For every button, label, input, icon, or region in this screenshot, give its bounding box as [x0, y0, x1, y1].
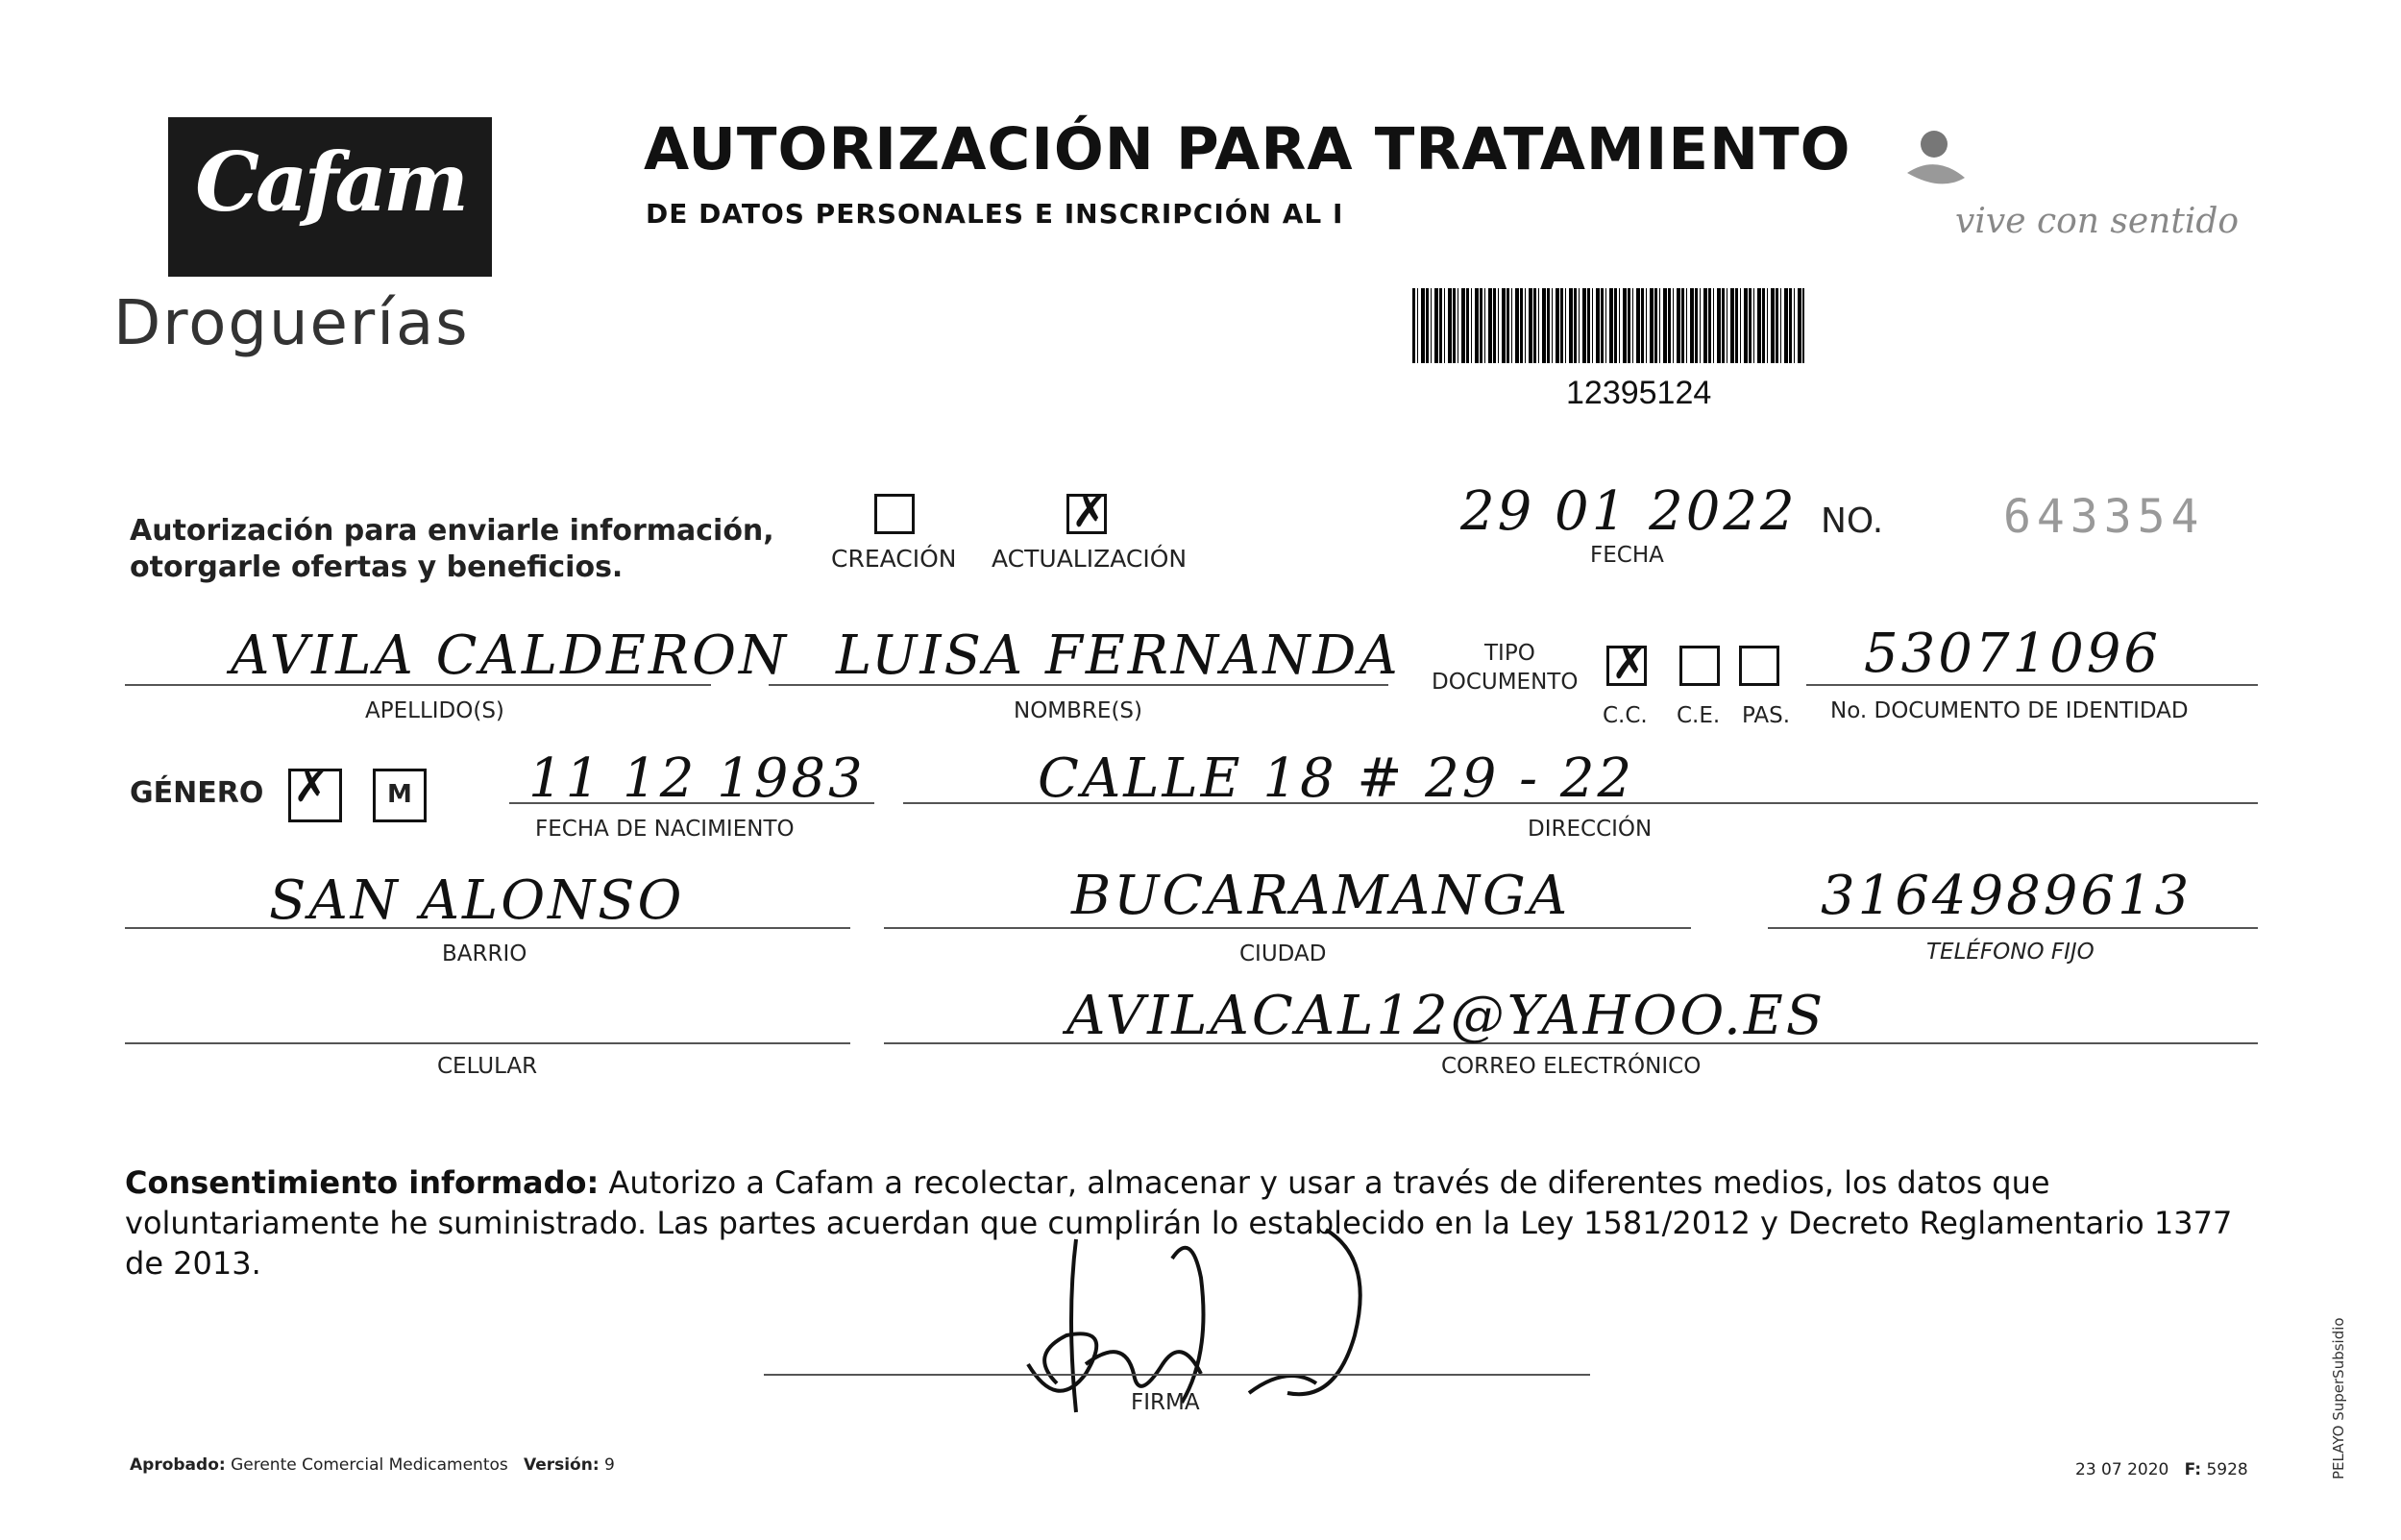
- fecha-value[interactable]: 29 01 2022: [1460, 480, 1798, 543]
- footer-aprobado: [130, 1455, 615, 1475]
- no-value: 643354: [2003, 490, 2205, 544]
- pas-checkbox[interactable]: [1739, 646, 1779, 686]
- consent-body: Autorizo a Cafam a recolectar, almacenar y usar a través de diferentes medios, los datos que voluntariamente he suministrado. Las partes acuerdan que cumplirán lo establecido en la Ley 1581/2012 y Decreto Reglamentario 1377 de 2013.: [125, 1164, 2233, 1282]
- genero-label: GÉNERO: [130, 776, 264, 810]
- documento-value[interactable]: 53071096: [1864, 623, 2162, 685]
- handwritten-signature: [970, 1220, 1432, 1441]
- form-title: AUTORIZACIÓN PARA TRATAMIENTO: [644, 115, 1851, 183]
- intro-line2: otorgarle ofertas y beneficios.: [130, 550, 624, 584]
- actualizacion-checkbox[interactable]: [1066, 494, 1107, 534]
- documento-num-label: No. DOCUMENTO DE IDENTIDAD: [1830, 698, 2189, 723]
- apellidos-label: APELLIDO(S): [365, 698, 504, 723]
- ciudad-value[interactable]: BUCARAMANGA: [1071, 865, 1571, 927]
- footer-date: [2075, 1460, 2248, 1479]
- barrio-value[interactable]: SAN ALONSO: [269, 869, 685, 932]
- telefono-line: [1768, 927, 2258, 929]
- logo-text: Cafam: [195, 134, 465, 230]
- firma-label: FIRMA: [1131, 1390, 1200, 1415]
- actualizacion-label: ACTUALIZACIÓN: [992, 545, 1188, 573]
- celular-label: CELULAR: [437, 1054, 538, 1079]
- ciudad-label: CIUDAD: [1239, 941, 1327, 966]
- no-label: NO.: [1821, 501, 1884, 541]
- vertical-footer-text: PELAYO SuperSubsidio: [2330, 1317, 2347, 1479]
- seal-text: vive con sentido: [1955, 202, 2240, 241]
- cafam-logo: [168, 117, 492, 277]
- genero-m-label: M: [387, 780, 412, 809]
- ciudad-line: [884, 927, 1691, 929]
- vive-con-sentido-seal: [1898, 125, 2243, 279]
- telefono-label: TELÉFONO FIJO: [1926, 940, 2095, 965]
- nacimiento-value[interactable]: 11 12 1983: [528, 747, 866, 810]
- barcode-number: 12395124: [1566, 375, 1712, 411]
- celular-line: [125, 1042, 850, 1044]
- intro-line1: Autorización para enviarle información,: [130, 514, 774, 548]
- aprobado-value: Gerente Comercial Medicamentos: [231, 1455, 508, 1475]
- genero-f-checkbox[interactable]: [288, 769, 342, 822]
- cc-label: C.C.: [1603, 703, 1648, 728]
- barrio-label: BARRIO: [442, 941, 527, 966]
- f-value: 5928: [2206, 1460, 2248, 1479]
- documento-label: DOCUMENTO: [1432, 670, 1579, 695]
- nacimiento-label: FECHA DE NACIMIENTO: [535, 817, 795, 842]
- ce-label: C.E.: [1677, 703, 1721, 728]
- aprobado-label: Aprobado:: [130, 1455, 226, 1475]
- nombres-value[interactable]: LUISA FERNANDA: [836, 624, 1401, 687]
- footer-date-value: 23 07 2020: [2075, 1460, 2169, 1479]
- firma-line: [764, 1374, 1590, 1376]
- version-label: Versión:: [523, 1455, 600, 1475]
- tipo-label: TIPO: [1484, 641, 1535, 666]
- form-subtitle: DE DATOS PERSONALES E INSCRIPCIÓN AL I: [646, 198, 1344, 230]
- direccion-value[interactable]: CALLE 18 # 29 - 22: [1038, 747, 1635, 810]
- cc-checkbox[interactable]: [1606, 646, 1647, 686]
- genero-m-checkbox[interactable]: [373, 769, 427, 822]
- barcode: [1412, 288, 1804, 363]
- fecha-label: FECHA: [1590, 543, 1664, 568]
- apellidos-value[interactable]: AVILA CALDERON: [231, 624, 789, 687]
- correo-label: CORREO ELECTRÓNICO: [1441, 1054, 1702, 1079]
- telefono-value[interactable]: 3164989613: [1821, 865, 2193, 927]
- consent-heading: Consentimiento informado:: [125, 1164, 600, 1201]
- ce-checkbox[interactable]: [1679, 646, 1720, 686]
- logo-subtitle: Droguerías: [113, 288, 470, 359]
- creacion-checkbox[interactable]: [874, 494, 915, 534]
- pas-label: PAS.: [1742, 703, 1791, 728]
- version-value: 9: [604, 1455, 615, 1475]
- correo-value[interactable]: AVILACAL12@YAHOO.ES: [1066, 985, 1826, 1047]
- direccion-label: DIRECCIÓN: [1528, 817, 1653, 842]
- f-label: F:: [2184, 1460, 2202, 1479]
- nombres-label: NOMBRE(S): [1014, 698, 1142, 723]
- creacion-label: CREACIÓN: [831, 545, 957, 573]
